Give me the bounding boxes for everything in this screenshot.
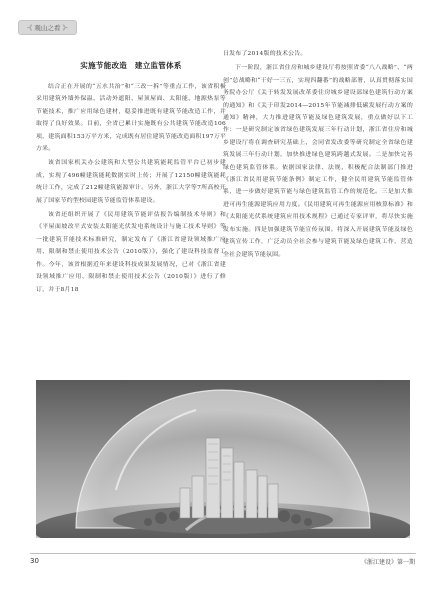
page-number: 30	[30, 557, 39, 565]
body-paragraph: 该省国家机关办公建筑和大型公共建筑能耗监管平台已初步建成，实现了496幢建筑能耗数据实时上传；开展了12150幢建筑能耗统计工作，完成了212幢建筑能源审计。另外，浙江大学等7所高校开展了国家节约型校园建筑节能监管体系建设。	[36, 160, 226, 204]
dome-city-illustration	[36, 380, 410, 538]
left-column	[36, 60, 226, 298]
tower	[268, 484, 278, 518]
body-paragraph: 该省还组织开展了《民用建筑节能评估报告编制技术导则》和《平屋面坡改平式安装太阳能光伏发电系统设计与施工技术导则》等一批建筑节能技术标准研究，制定发布了《浙江省建设领域推广应用、限制和禁止使用技术公告（2010版）》，强化了建设科技监督工作。今年，该省根据近年来建设科技成果发展情况，已对《浙江省建设领域推广应用、限制和禁止使用技术公告（2010版）》进行了修订，并于8月18	[36, 212, 226, 293]
body-paragraph: 结合正在开展的“五水共治”和“三改一拆”等重点工作，该省积极采用建筑外墙外保温、活动外遮阳、屋顶屋面、太阳能、地源热泵等节能技术，推广应用绿色建材，稳妥推进既有建筑节能改造工作，并取得了良好效果。目前，全省已累计实施既有公共建筑节能改造106项，建筑面积153万平方米，完成既有居住建筑节能改造面积197万平方米。	[36, 84, 226, 153]
tower	[180, 488, 190, 518]
tower	[234, 462, 244, 518]
tower	[246, 470, 257, 518]
tower	[206, 438, 220, 518]
section-title: 实施节能改造 建立监管体系	[80, 61, 182, 70]
footer-rule	[30, 553, 416, 554]
journal-name: 《浙江建设》第一期	[360, 559, 415, 566]
tower	[192, 476, 204, 518]
tower	[221, 448, 233, 518]
body-paragraph: 下一阶段，浙江省住房和城乡建设厅将按照省委“八八战略”、“两创”总战略和“干好一三五，实现四翻番”的战略部署，认真贯彻落实国务院办公厅《关于转发发展改革委住房城乡建设部绿色建筑行动方案的通知》和《关于印发2014—2015年节能减排低碳发展行动方案的通知》精神，大力推进建筑节能及绿色建筑发展，重点做好以下工作：一是研究制定该省绿色建筑发展三年行动计划，浙江省住房和城乡建设厅将在调查研究基础上，会同省发改委等研究制定全省绿色建筑发展三年行动计划，加快推进绿色建筑跨越式发展。二是加快完善绿色建筑监管体系。依据国家法律、法规，积极配合法制部门推进《浙江省民用建筑节能条例》制定工作，健全民用建筑节能监管体系，进一步做好建筑节能与绿色建筑监管工作的规范化。三是加大推进可再生能源建筑应用力度。《民用建筑可再生能源应用核算标准》和《太阳能光伏系统建筑应用技术规程》已通过专家评审，将尽快实施发布实施。四是加强建筑节能宣传氛围。将深入开展建筑节能及绿色建筑宣传工作，广泛动员全社会参与建筑节能及绿色建筑工作，营造全社会建筑节能氛围。	[223, 65, 413, 258]
right-column	[223, 48, 413, 263]
tower	[258, 476, 267, 518]
section-header-tab: ·《 观山之看 》·	[18, 20, 77, 35]
body-paragraph: 日发布了2014版的技术公告。	[223, 51, 307, 57]
